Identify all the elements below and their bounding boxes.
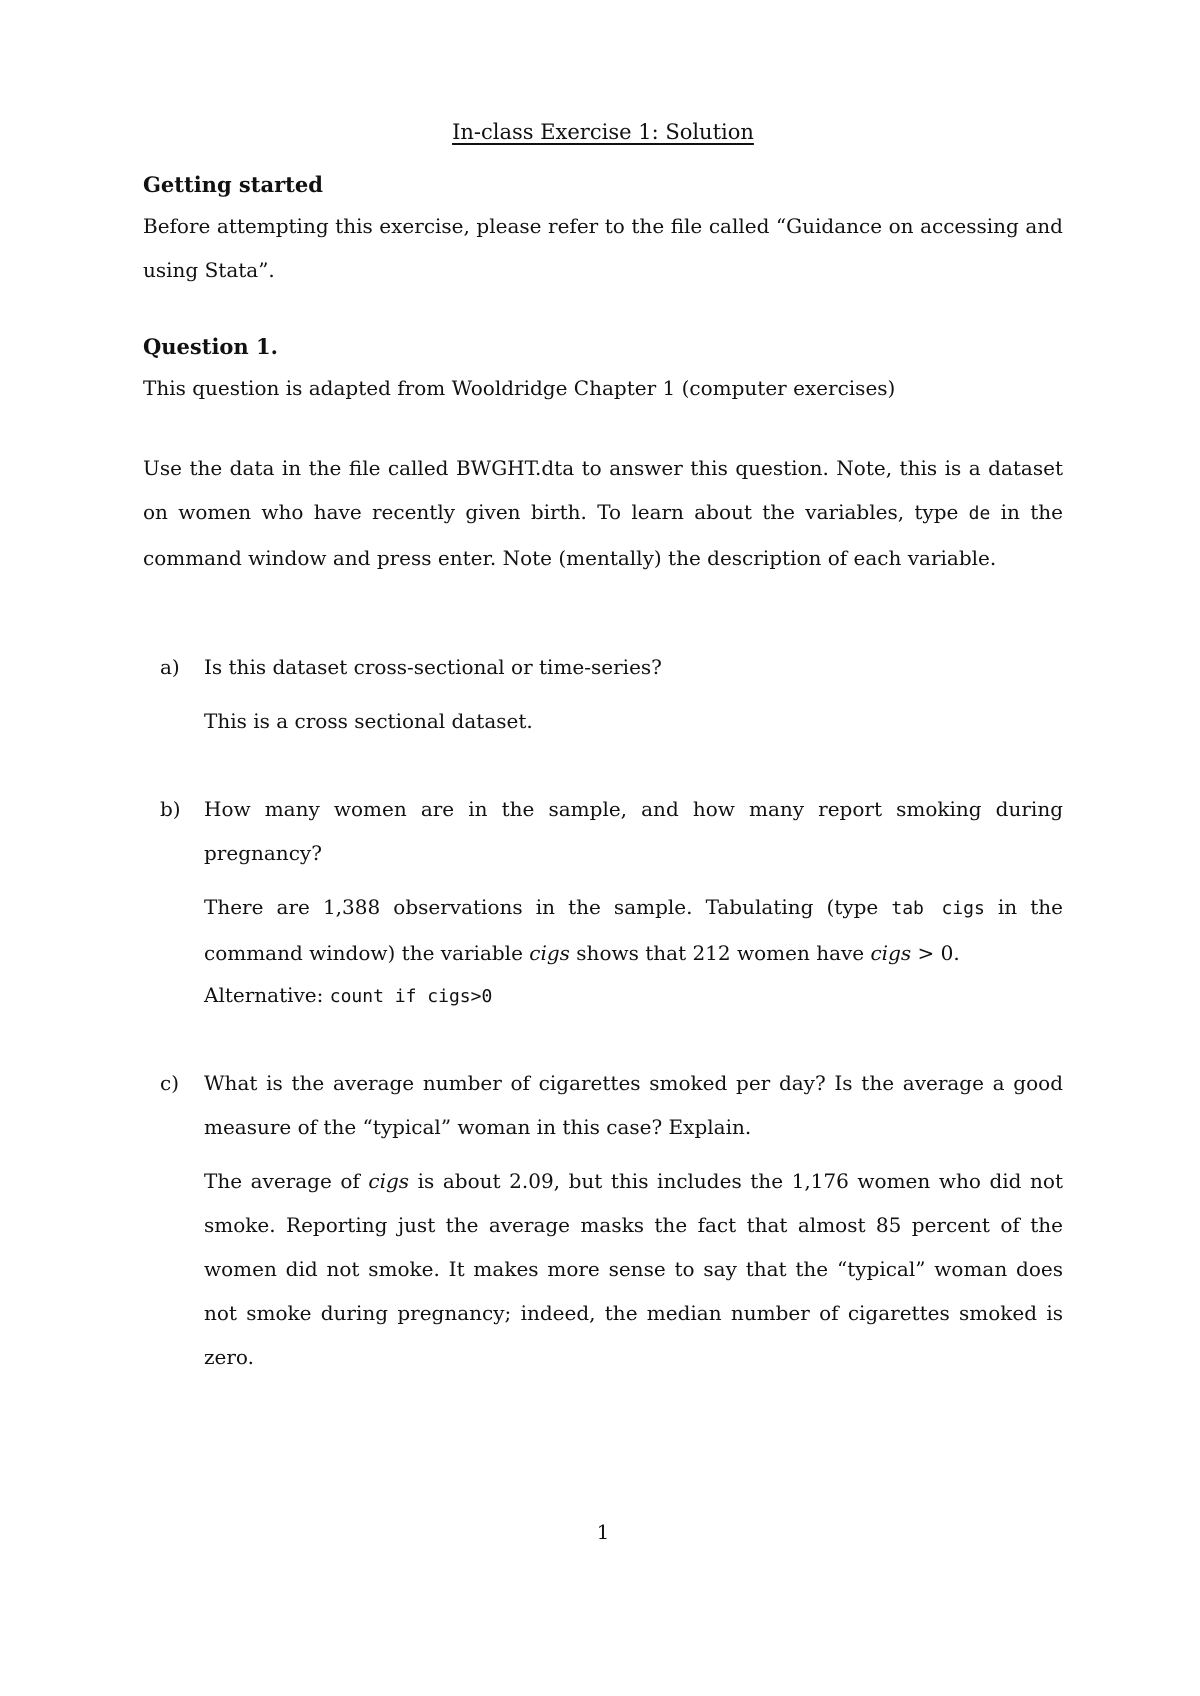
question-1-heading: Question 1. [143,334,278,359]
item-a-answer: This is a cross sectional dataset. [204,709,533,733]
item-b-code-tab-cigs: tab cigs [891,898,985,919]
page-number: 1 [596,1520,610,1544]
item-b-answer-text-3: shows that 212 women have [569,941,871,965]
getting-started-heading: Getting started [143,172,323,197]
item-b-alternative [204,973,1063,1019]
item-a-label: a) [160,655,180,679]
item-b-var-cigs: cigs [529,941,570,965]
item-a-question: Is this dataset cross-sectional or time-series? [204,655,662,679]
document-title [143,117,1063,147]
intro-text-2: in the command window and press enter. Note (mentally) the description of each variable. [143,500,1063,570]
document-title-text: In-class Exercise 1: Solution [452,120,754,144]
getting-started-text: Before attempting this exercise, please refer to the file called “Guidance on accessing and using Stata”. [143,214,1063,282]
item-b-alt-code: count if cigs>0 [329,986,493,1007]
intro-text-1: Use the data in the file called BWGHT.dta to answer this question. Note, this is a dataset on women who have recently given birth. To learn about the variables, type [143,456,1063,524]
item-c-question: What is the average number of cigarettes smoked per day? Is the average a good measure of the “typical” woman in this case? Explain. [204,1071,1063,1139]
item-c-var-cigs: cigs [368,1169,410,1193]
item-c-answer-text-1: The average of [204,1169,369,1193]
question-1-intro [143,446,1063,580]
item-c-answer-text-2: is about 2.09, but this includes the 1,176 women who did not smoke. Reporting just the average masks the fact that almost 85 percent of the women did not smoke. It makes more sense to say that the “typical” woman does not smoke during pregnancy; indeed, the median number of cigarettes smoked is zero. [204,1169,1063,1369]
item-b-answer-text-2: in the command window) the variable [204,895,1064,965]
item-b-alt-label: Alternative: [204,983,330,1007]
item-b-answer-text-1: There are 1,388 observations in the sample. Tabulating (type [204,895,892,919]
document-page [143,0,1063,1696]
item-b-answer-text-4: > 0. [911,941,960,965]
item-c-label: c) [160,1071,180,1095]
item-b-var-cigs-2: cigs [870,941,912,965]
question-1-source: This question is adapted from Wooldridge Chapter 1 (computer exercises) [143,376,896,400]
item-c-answer [204,1159,1063,1379]
intro-code-de: de [968,503,991,524]
item-b-question: How many women are in the sample, and how many report smoking during pregnancy? [204,797,1063,865]
item-b-label: b) [160,797,181,821]
item-b-answer [204,885,1063,975]
